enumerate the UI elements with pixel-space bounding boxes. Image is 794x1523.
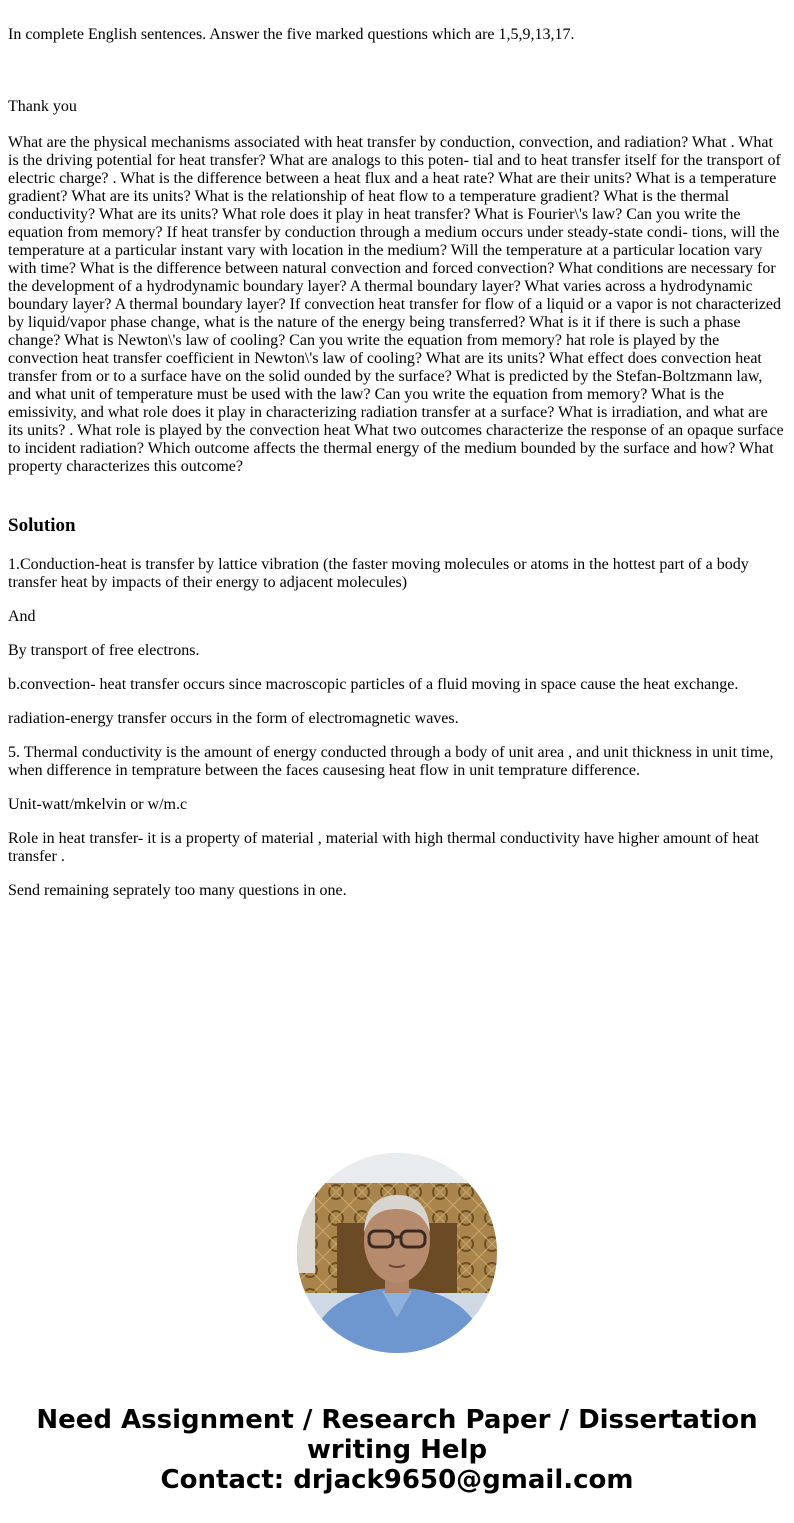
author-portrait-icon [297,1153,497,1353]
solution-paragraph: 5. Thermal conductivity is the amount of energy conducted through a body of unit area , and unit thickness in unit time, when difference in temprature between the faces causesing heat flow in unit temprature difference. [8,744,774,779]
question-intro: In complete English sentences. Answer the five marked questions which are 1,5,9,13,17. [8,26,575,43]
solution-paragraph: Send remaining seprately too many questions in one. [8,882,347,899]
solution-paragraph: By transport of free electrons. [8,642,200,659]
solution-paragraph: And [8,608,36,625]
document-content [8,8,786,916]
solution-heading: Solution [8,515,76,536]
solution-paragraph: Unit-watt/mkelvin or w/m.c [8,796,188,813]
footer-line: writing Help [306,1435,488,1465]
solution-paragraph: Role in heat transfer- it is a property of material , material with high thermal conductivity have higher amount of heat transfer . [8,830,759,865]
solution-paragraph: radiation-energy transfer occurs in the form of electromagnetic waves. [8,710,459,727]
question-body: What are the physical mechanisms associated with heat transfer by conduction, convection, and radiation? What . What is the driving potential for heat transfer? What are analogs to this poten- tial and to heat transfer itself for the transport of electric charge? . What is the difference between a heat flux and a heat rate? What are their units? What is a temperature gradient? What are its units? What is the relationship of heat flow to a temperature gradient? What is the thermal conductivity? What are its units? What role does it play in heat transfer? What is Fourier\'s law? Can you write the equation from memory? If heat transfer by conduction through a medium occurs under steady-state condi- tions, will the temperature at a particular instant vary with location in the medium? Will the temperature at a particular location vary with time? What is the difference between natural convection and forced convection? What conditions are necessary for the development of a hydrodynamic boundary layer? A thermal boundary layer? What varies across a hydrodynamic boundary layer? A thermal boundary layer? If convection heat transfer for flow of a liquid or a vapor is not characterized by liquid/vapor phase change, what is the nature of the energy being transferred? What is it if there is such a phase change? What is Newton\'s law of cooling? Can you write the equation from memory? hat role is played by the convection heat transfer coefficient in Newton\'s law of cooling? What are its units? What effect does convection heat transfer from or to a surface have on the solid ounded by the surface? What is predicted by the Stefan-Boltzmann law, and what unit of temperature must be used with the law? Can you write the equation from memory? What is the emissivity, and what role does it play in characterizing radiation transfer at a surface? What is irradiation, and what are its units? . What role is played by the convection heat What two outcomes characterize the response of an opaque surface to incident radiation? Which outcome affects the thermal energy of the medium bounded by the surface and how? What property characterizes this outcome? [8,134,784,475]
question-block [8,8,786,494]
solution-paragraph: b.convection- heat transfer occurs since macroscopic particles of a fluid moving in space cause the heat exchange. [8,676,739,693]
author-avatar [297,1153,497,1353]
solution-paragraph: 1.Conduction-heat is transfer by lattice vibration (the faster moving molecules or atoms in the hottest part of a body transfer heat by impacts of their energy to adjacent molecules) [8,556,749,591]
footer-banner [0,1405,794,1495]
solution-body [8,556,786,900]
footer-contact: Contact: drjack9650@gmail.com [160,1465,634,1495]
footer-line: Need Assignment / Research Paper / Dissertation [36,1405,758,1435]
question-thanks: Thank you [8,98,77,115]
